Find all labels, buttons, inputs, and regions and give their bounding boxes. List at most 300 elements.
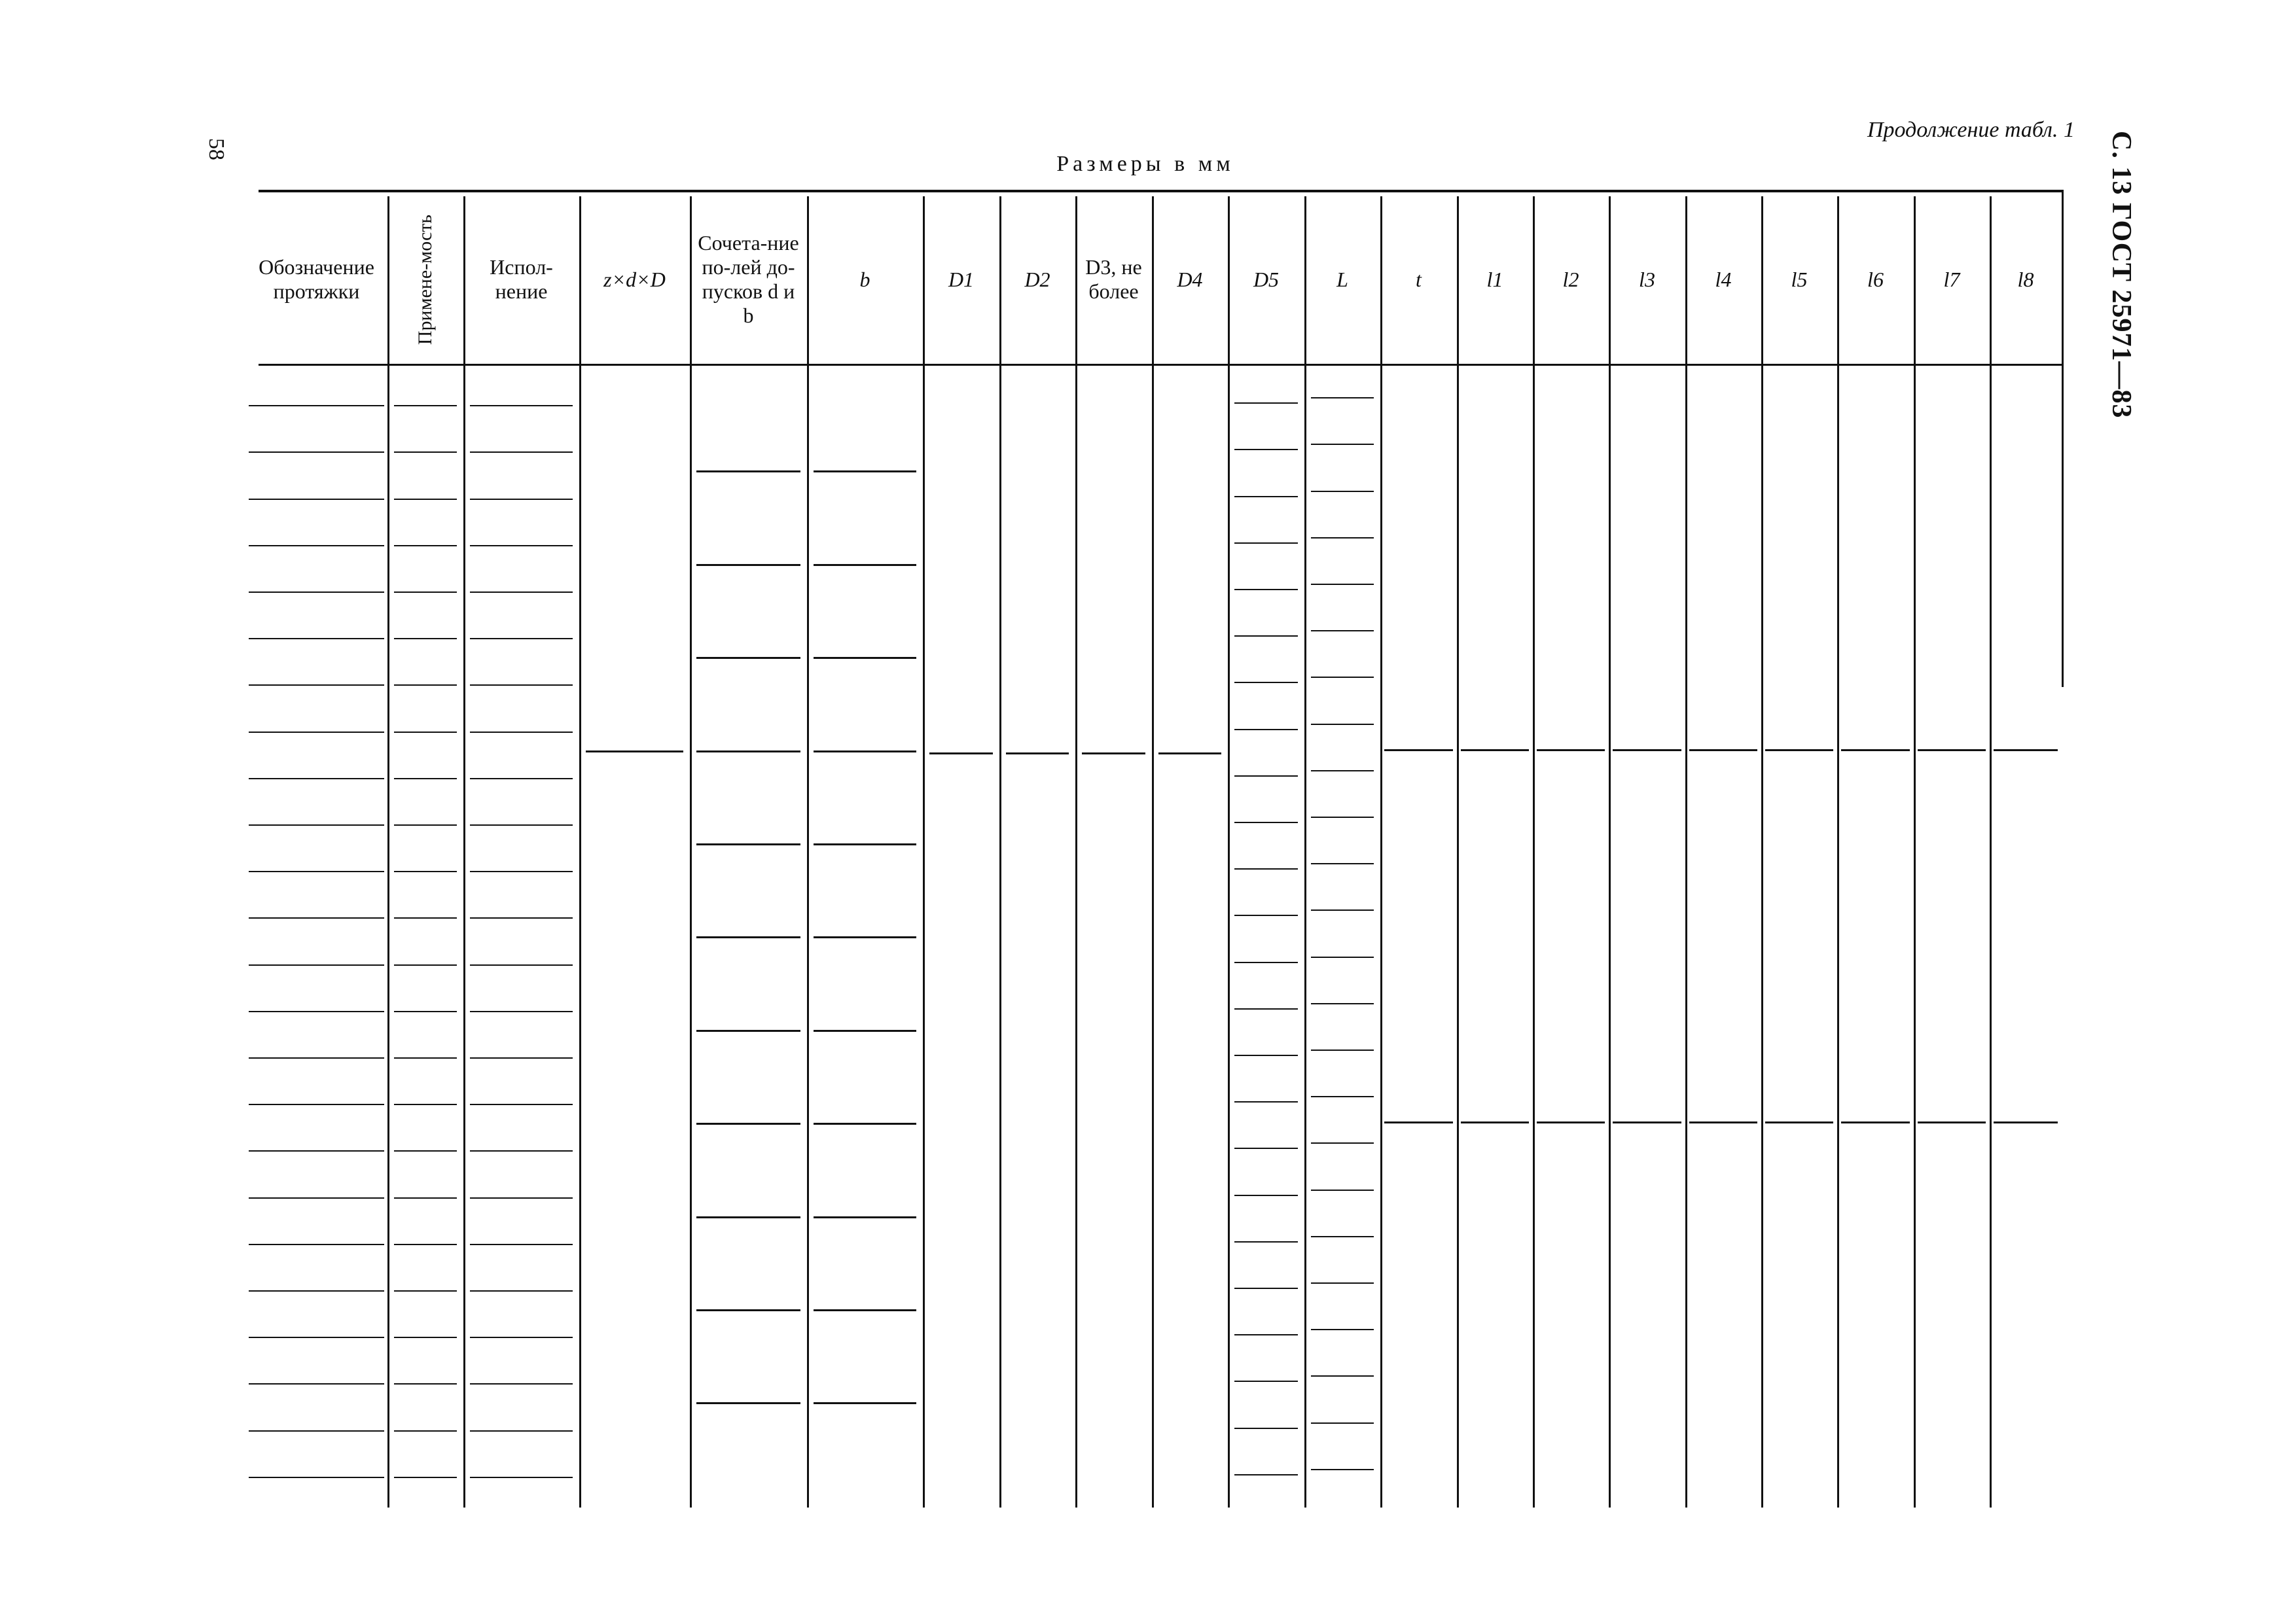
l-cell: [1304, 652, 1380, 679]
l5-cell: [1761, 537, 1837, 563]
row-rule: [1311, 444, 1374, 445]
designation-cell: [245, 892, 387, 918]
group-rule: [696, 564, 800, 566]
row-rule: [470, 964, 573, 966]
group-rule: [814, 1030, 916, 1032]
header-label: l5: [1791, 267, 1808, 291]
l-cell: [1304, 1025, 1380, 1051]
row-rule: [249, 871, 384, 872]
execution-cell: [463, 1311, 579, 1337]
row-rule: [249, 1150, 384, 1152]
row-rule: [470, 1057, 573, 1059]
zdd-cell: [579, 537, 690, 563]
l5-cell: [1761, 909, 1837, 935]
row-rule: [1234, 1428, 1298, 1429]
sizes-caption: Размеры в мм: [1056, 152, 1234, 176]
header-applicability: [390, 199, 461, 360]
header-designation: [248, 199, 385, 360]
designation-cell: [245, 426, 387, 452]
column-divider: [1152, 196, 1154, 1508]
execution-cell: [463, 799, 579, 825]
l-cell: [1304, 1398, 1380, 1424]
row-rule: [1311, 630, 1374, 631]
row-rule: [470, 1244, 573, 1245]
row-rule: [1234, 1334, 1298, 1335]
d1-cell: [923, 537, 999, 563]
row-rule: [470, 499, 573, 500]
d5-cell: [1228, 750, 1304, 776]
execution-cell: [463, 845, 579, 872]
row-rule: [1234, 1288, 1298, 1289]
l8-cell: [1990, 537, 2062, 563]
designation-cell: [245, 1404, 387, 1430]
execution-cell: [463, 1171, 579, 1197]
column-divider: [1380, 196, 1382, 1508]
d5-cell: [1228, 517, 1304, 543]
row-rule: [249, 1290, 384, 1292]
designation-cell: [245, 566, 387, 592]
d4-cell: [1152, 1062, 1228, 1088]
row-rule: [394, 684, 457, 686]
row-rule: [1234, 682, 1298, 683]
execution-cell: [463, 566, 579, 592]
row-rule: [394, 451, 457, 453]
header-label: l2: [1562, 267, 1579, 291]
row-rule: [394, 1383, 457, 1385]
execution-cell: [463, 612, 579, 639]
group-rule: [1384, 1121, 1453, 1123]
column-divider: [1837, 196, 1839, 1508]
header-t: [1383, 199, 1454, 360]
header-l3: [1611, 199, 1683, 360]
designation-cell: [245, 1171, 387, 1197]
header-label: D3, не более: [1085, 255, 1142, 303]
column-divider: [1914, 196, 1916, 1508]
row-rule: [470, 405, 573, 406]
d3-cell: [1075, 1062, 1152, 1088]
designation-cell: [245, 752, 387, 779]
execution-cell: [463, 892, 579, 918]
column-divider: [579, 196, 581, 1508]
d5-cell: [1228, 1169, 1304, 1195]
header-label: D5: [1253, 267, 1280, 291]
l4-cell: [1685, 537, 1761, 563]
t-cell: [1380, 909, 1457, 935]
header-b: [810, 199, 920, 360]
d2-cell: [999, 1062, 1075, 1088]
tolerance-cell: [690, 1244, 807, 1271]
row-rule: [470, 1477, 573, 1478]
header-label: l3: [1639, 267, 1655, 291]
group-rule: [1537, 749, 1605, 751]
header-zdd: [582, 199, 687, 360]
l8-cell: [1990, 909, 2062, 935]
row-rule: [249, 1430, 384, 1432]
row-rule: [394, 778, 457, 779]
group-rule: [1994, 1121, 2058, 1123]
row-rule: [394, 638, 457, 639]
designation-cell: [245, 380, 387, 406]
l-cell: [1304, 839, 1380, 865]
designation-cell: [245, 1311, 387, 1337]
column-divider: [1990, 196, 1992, 1508]
row-rule: [470, 1290, 573, 1292]
l7-cell: [1914, 537, 1990, 563]
l-cell: [1304, 699, 1380, 725]
header-label: l4: [1715, 267, 1732, 291]
l-cell: [1304, 559, 1380, 586]
row-rule: [394, 917, 457, 919]
row-rule: [394, 964, 457, 966]
row-rule: [394, 1197, 457, 1199]
continuation-label: Продолжение табл. 1: [1867, 118, 2075, 142]
row-rule: [1234, 962, 1298, 963]
b-cell: [807, 1431, 923, 1457]
column-divider: [1609, 196, 1611, 1508]
d5-cell: [1228, 1449, 1304, 1475]
l-cell: [1304, 373, 1380, 399]
l-cell: [1304, 1351, 1380, 1377]
row-rule: [1311, 817, 1374, 818]
row-rule: [470, 591, 573, 593]
group-rule: [696, 1123, 800, 1125]
row-rule: [249, 545, 384, 546]
d5-cell: [1228, 703, 1304, 729]
b-cell: [807, 1244, 923, 1271]
l3-cell: [1609, 909, 1685, 935]
group-rule: [814, 1402, 916, 1404]
row-rule: [249, 824, 384, 826]
designation-cell: [245, 1125, 387, 1151]
group-rule: [814, 1216, 916, 1218]
row-rule: [1311, 1142, 1374, 1144]
tolerance-cell: [690, 1058, 807, 1084]
header-label: D1: [948, 267, 975, 291]
tolerance-cell: [690, 965, 807, 991]
d5-cell: [1228, 377, 1304, 403]
header-l7: [1916, 199, 1987, 360]
row-rule: [1311, 1469, 1374, 1470]
row-rule: [1234, 1055, 1298, 1056]
row-rule: [1311, 1003, 1374, 1004]
b-cell: [807, 406, 923, 432]
table-top-rule: [259, 190, 2062, 192]
row-rule: [394, 1057, 457, 1059]
header-d4: [1155, 199, 1225, 360]
designation-cell: [245, 705, 387, 732]
row-rule: [249, 499, 384, 500]
column-divider: [923, 196, 925, 1508]
l2-cell: [1533, 537, 1609, 563]
designation-cell: [245, 1218, 387, 1244]
row-rule: [1234, 1381, 1298, 1382]
d5-cell: [1228, 843, 1304, 869]
row-rule: [249, 1104, 384, 1105]
row-rule: [394, 1290, 457, 1292]
group-rule: [1082, 752, 1145, 754]
designation-cell: [245, 799, 387, 825]
d5-cell: [1228, 1262, 1304, 1288]
column-divider: [1533, 196, 1535, 1508]
group-rule: [696, 936, 800, 938]
group-rule: [1841, 749, 1910, 751]
l-cell: [1304, 1165, 1380, 1191]
execution-cell: [463, 1032, 579, 1058]
l-cell: [1304, 885, 1380, 911]
b-cell: [807, 1151, 923, 1177]
l3-cell: [1609, 537, 1685, 563]
d5-cell: [1228, 1029, 1304, 1055]
row-rule: [470, 1197, 573, 1199]
row-rule: [1311, 397, 1374, 398]
tolerance-cell: [690, 779, 807, 805]
row-rule: [394, 1150, 457, 1152]
designation-cell: [245, 1078, 387, 1104]
row-rule: [1311, 1096, 1374, 1097]
group-rule: [696, 843, 800, 845]
d5-cell: [1228, 936, 1304, 962]
group-rule: [1537, 1121, 1605, 1123]
tolerance-cell: [690, 872, 807, 898]
execution-cell: [463, 1218, 579, 1244]
column-divider: [690, 196, 692, 1508]
tolerance-cell: [690, 499, 807, 525]
d5-cell: [1228, 1122, 1304, 1148]
l3-cell: [1609, 1282, 1685, 1308]
row-rule: [394, 1337, 457, 1338]
row-rule: [1311, 491, 1374, 492]
b-cell: [807, 872, 923, 898]
header-l8: [1992, 199, 2059, 360]
group-rule: [814, 564, 916, 566]
group-rule: [1461, 749, 1529, 751]
row-rule: [394, 1430, 457, 1432]
b-cell: [807, 1337, 923, 1364]
group-rule: [929, 752, 993, 754]
d5-cell: [1228, 656, 1304, 682]
d5-cell: [1228, 1355, 1304, 1381]
l1-cell: [1457, 909, 1533, 935]
d5-cell: [1228, 1309, 1304, 1335]
row-rule: [394, 405, 457, 406]
l4-cell: [1685, 1282, 1761, 1308]
designation-cell: [245, 1265, 387, 1291]
row-rule: [470, 1383, 573, 1385]
b-cell: [807, 1058, 923, 1084]
group-rule: [696, 750, 800, 752]
execution-cell: [463, 1125, 579, 1151]
header-label: l1: [1486, 267, 1503, 291]
row-rule: [470, 638, 573, 639]
row-rule: [1311, 677, 1374, 678]
row-rule: [249, 405, 384, 406]
row-rule: [249, 778, 384, 779]
d5-cell: [1228, 470, 1304, 496]
b-cell: [807, 685, 923, 711]
l4-cell: [1685, 909, 1761, 935]
header-execution: [466, 199, 577, 360]
row-rule: [249, 638, 384, 639]
row-rule: [249, 1337, 384, 1338]
l1-cell: [1457, 1282, 1533, 1308]
row-rule: [1311, 724, 1374, 725]
group-rule: [1918, 749, 1986, 751]
side-title: С. 13 ГОСТ 25971—83: [2106, 131, 2136, 419]
group-rule: [1158, 752, 1221, 754]
group-rule: [814, 1123, 916, 1125]
l-cell: [1304, 1072, 1380, 1098]
row-rule: [470, 917, 573, 919]
row-rule: [1311, 909, 1374, 911]
row-rule: [394, 732, 457, 733]
row-rule: [1311, 537, 1374, 538]
execution-cell: [463, 472, 579, 499]
tolerance-cell: [690, 592, 807, 618]
b-cell: [807, 779, 923, 805]
group-rule: [696, 1030, 800, 1032]
group-rule: [696, 1309, 800, 1311]
header-l1: [1460, 199, 1530, 360]
group-rule: [814, 1309, 916, 1311]
l-cell: [1304, 419, 1380, 446]
tolerance-cell: [690, 685, 807, 711]
group-rule: [814, 657, 916, 659]
row-rule: [249, 451, 384, 453]
row-rule: [1311, 863, 1374, 864]
d5-cell: [1228, 1216, 1304, 1242]
row-rule: [1234, 589, 1298, 590]
designation-cell: [245, 845, 387, 872]
row-rule: [1234, 449, 1298, 450]
l-cell: [1304, 1445, 1380, 1471]
execution-cell: [463, 1404, 579, 1430]
header-l5: [1764, 199, 1835, 360]
row-rule: [394, 824, 457, 826]
designation-cell: [245, 938, 387, 964]
row-rule: [1311, 957, 1374, 958]
row-rule: [1234, 915, 1298, 916]
b-cell: [807, 499, 923, 525]
d5-cell: [1228, 796, 1304, 822]
execution-cell: [463, 1265, 579, 1291]
row-rule: [249, 917, 384, 919]
header-label: l7: [1943, 267, 1960, 291]
column-divider: [999, 196, 1001, 1508]
header-label: Обозначение протяжки: [259, 255, 374, 303]
d1-cell: [923, 1062, 999, 1088]
execution-cell: [463, 1451, 579, 1477]
row-rule: [470, 778, 573, 779]
row-rule: [1234, 868, 1298, 870]
d4-cell: [1152, 537, 1228, 563]
page-number: 58: [204, 138, 228, 160]
row-rule: [1311, 770, 1374, 771]
header-label: l6: [1867, 267, 1884, 291]
row-rule: [470, 1430, 573, 1432]
l-cell: [1304, 1118, 1380, 1144]
row-rule: [249, 1057, 384, 1059]
execution-cell: [463, 985, 579, 1012]
row-rule: [1234, 402, 1298, 404]
group-rule: [1918, 1121, 1986, 1123]
group-rule: [814, 843, 916, 845]
row-rule: [470, 545, 573, 546]
designation-cell: [245, 1451, 387, 1477]
b-cell: [807, 965, 923, 991]
header-label: z×d×D: [603, 267, 666, 291]
designation-cell: [245, 659, 387, 685]
group-rule: [1006, 752, 1069, 754]
tolerance-cell: [690, 1431, 807, 1457]
group-rule: [696, 470, 800, 472]
designation-cell: [245, 1358, 387, 1384]
d5-cell: [1228, 423, 1304, 450]
group-rule: [814, 750, 916, 752]
header-d1: [925, 199, 997, 360]
execution-cell: [463, 380, 579, 406]
header-l4: [1688, 199, 1759, 360]
column-divider: [387, 196, 389, 1508]
group-rule: [814, 936, 916, 938]
d5-cell: [1228, 889, 1304, 915]
row-rule: [470, 451, 573, 453]
row-rule: [249, 684, 384, 686]
row-rule: [394, 1244, 457, 1245]
row-rule: [249, 591, 384, 593]
group-rule: [696, 1402, 800, 1404]
header-l6: [1840, 199, 1911, 360]
group-rule: [1841, 1121, 1910, 1123]
header-tolerance: [692, 199, 804, 360]
l7-cell: [1914, 1282, 1990, 1308]
execution-cell: [463, 1358, 579, 1384]
header-label: L: [1336, 267, 1348, 291]
l-cell: [1304, 1258, 1380, 1284]
l6-cell: [1837, 909, 1914, 935]
d5-cell: [1228, 610, 1304, 636]
row-rule: [394, 545, 457, 546]
d3-cell: [1075, 537, 1152, 563]
d5-cell: [1228, 1402, 1304, 1428]
row-rule: [394, 1011, 457, 1012]
designation-cell: [245, 472, 387, 499]
group-rule: [1765, 749, 1833, 751]
row-rule: [394, 871, 457, 872]
header-label: Испол-нение: [490, 255, 553, 303]
execution-cell: [463, 752, 579, 779]
row-rule: [1234, 1148, 1298, 1149]
row-rule: [470, 684, 573, 686]
column-divider: [1685, 196, 1687, 1508]
row-rule: [1311, 1050, 1374, 1051]
group-rule: [1689, 749, 1757, 751]
column-divider: [2062, 190, 2064, 687]
row-rule: [470, 1150, 573, 1152]
row-rule: [249, 964, 384, 966]
row-rule: [1234, 1101, 1298, 1103]
row-rule: [1234, 496, 1298, 497]
l6-cell: [1837, 1282, 1914, 1308]
row-rule: [1234, 822, 1298, 823]
execution-cell: [463, 1078, 579, 1104]
header-bottom-rule: [259, 364, 2062, 366]
row-rule: [1234, 775, 1298, 777]
l-cell: [1304, 606, 1380, 632]
header-d3: [1078, 199, 1149, 360]
row-rule: [249, 1197, 384, 1199]
tolerance-cell: [690, 406, 807, 432]
d5-cell: [1228, 983, 1304, 1009]
